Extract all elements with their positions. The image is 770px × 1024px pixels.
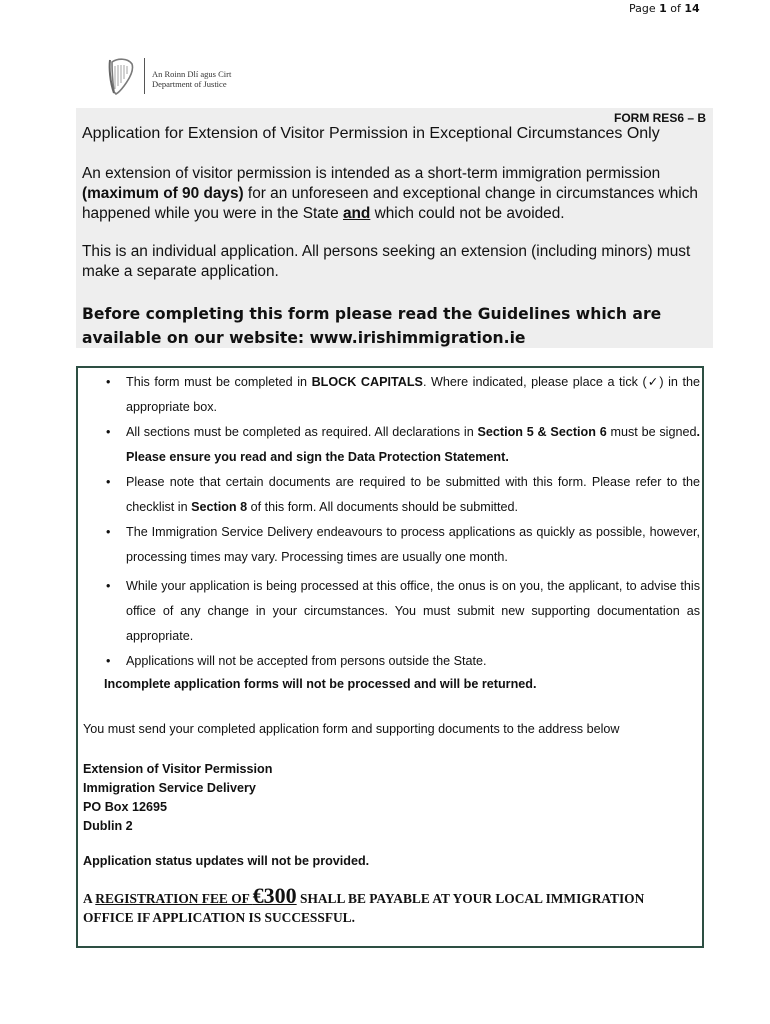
logo-divider — [144, 58, 145, 94]
list-item: • All sections must be completed as required. All declarations in Section 5 & Section 6 must be signed. Please ensure you read and sign the Data Protection Statement. — [106, 420, 700, 470]
list-item: • While your application is being processed at this office, the onus is on you, the applicant, to advise this office of any change in your circumstances. You must submit new supporting documentation as appropriate. — [106, 574, 700, 649]
address-line: Dublin 2 — [83, 819, 133, 833]
form-code: FORM RES6 – B — [613, 111, 706, 125]
logo-line-irish: An Roinn Dlí agus Cirt — [152, 69, 232, 79]
registration-fee-notice: A REGISTRATION FEE OF €300 SHALL BE PAYABLE AT YOUR LOCAL IMMIGRATION OFFICE IF APPLICATION IS SUCCESSFUL. — [83, 883, 645, 925]
send-instruction: You must send your completed application form and supporting documents to the address below — [83, 722, 620, 736]
list-item: • Applications will not be accepted from persons outside the State. — [106, 649, 700, 674]
department-logo — [104, 56, 264, 98]
address-line: Extension of Visitor Permission — [83, 762, 273, 776]
list-item: • Please note that certain documents are required to be submitted with this form. Please refer to the checklist in Section 8 of this form. All documents should be submitted. — [106, 470, 700, 520]
intro-paragraph-2: This is an individual application. All persons seeking an extension (including minors) must make a separate application. — [82, 243, 691, 280]
page-number: Page 1 of 14 — [629, 2, 700, 15]
address-line: Immigration Service Delivery — [83, 781, 256, 795]
instructions-list — [106, 370, 700, 674]
form-title: Application for Extension of Visitor Permission in Exceptional Circumstances Only — [82, 125, 660, 142]
intro-paragraph-1: An extension of visitor permission is intended as a short-term immigration permission (maximum of 90 days) for an unforeseen and exceptional change in circumstances which happened while you were in the State and which could not be avoided. — [82, 165, 698, 222]
harp-emblem-icon — [104, 56, 138, 96]
address-line: PO Box 12695 — [83, 800, 168, 814]
logo-text — [152, 69, 231, 89]
status-notice: Application status updates will not be provided. — [83, 854, 370, 868]
list-item: • This form must be completed in BLOCK CAPITALS. Where indicated, please place a tick (✓) in the appropriate box. — [106, 370, 700, 420]
instructions-box — [76, 366, 704, 948]
incomplete-warning: Incomplete application forms will not be processed and will be returned. — [104, 677, 537, 691]
logo-line-english: Department of Justice — [152, 79, 227, 89]
guidelines-notice: Before completing this form please read the Guidelines which are available on our website: www.irishimmigration.ie — [82, 305, 662, 347]
list-item: • The Immigration Service Delivery endeavours to process applications as quickly as possible, however, processing times may vary. Processing times are usually one month. — [106, 520, 700, 570]
postal-address — [83, 760, 272, 836]
